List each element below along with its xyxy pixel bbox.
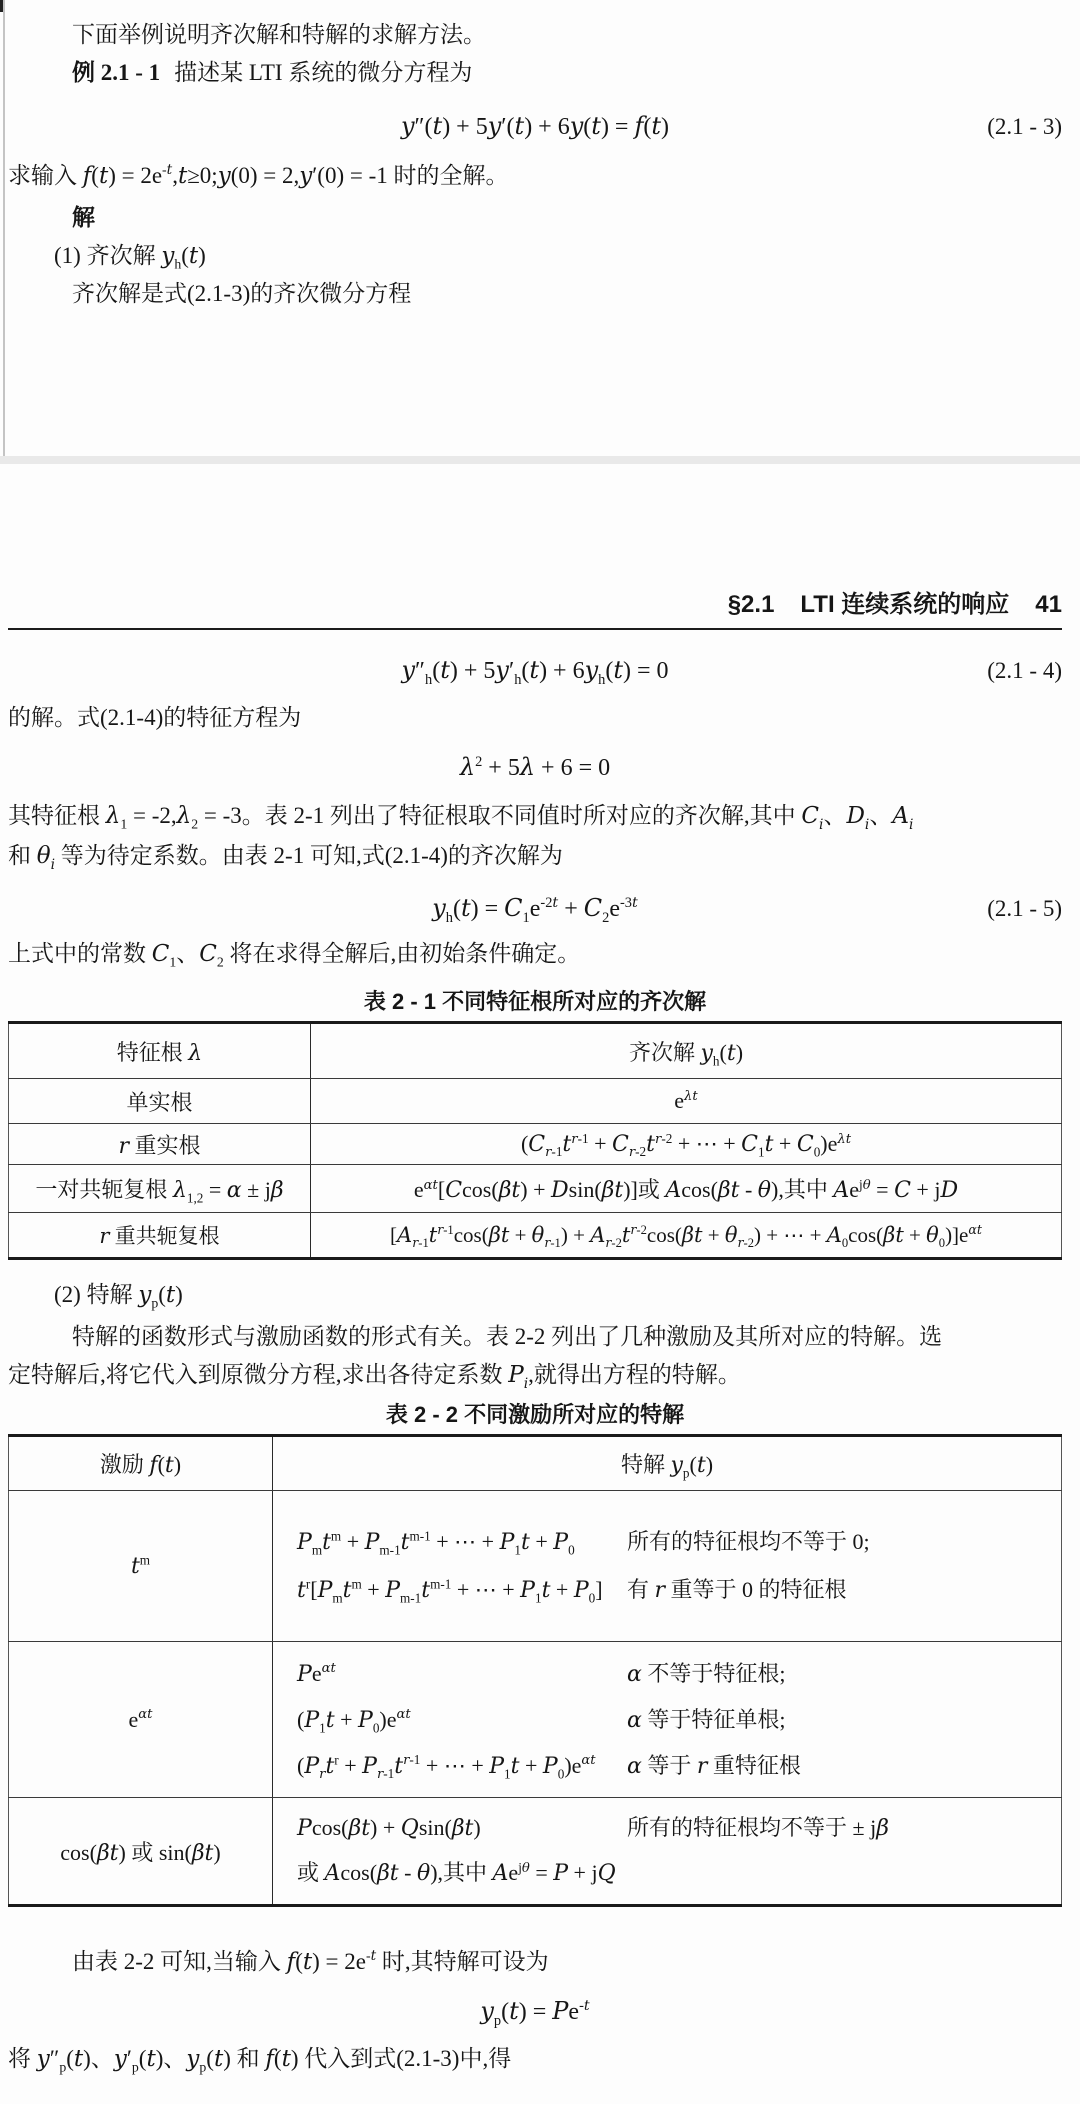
cell-solution: $e^{\alpha t}[Ccos(\beta t) + Dsin(\beta t)]$或 Acos(βt - θ),其中 $Ae^{j\theta} = C$ + jD xyxy=(311,1165,1062,1213)
page-41-section xyxy=(0,590,1080,2078)
cell-solution: ($C_{r-1}t^{r-1} + C_{r-2}t^{r-2}$ + ⋯ + $C_1t + C_0)e^{\lambda t}$ xyxy=(311,1124,1062,1165)
paragraph: 的解。式(2.1-4)的特征方程为 xyxy=(8,705,302,730)
example-label: 例 2.1 - 1 xyxy=(72,60,161,85)
equation-2-1-3: y″(t) + 5y′(t) + 6y(t) = f(t) xyxy=(400,112,670,140)
header-section-title: LTI 连续系统的响应 xyxy=(800,591,1010,618)
cell-particular xyxy=(273,1642,1062,1798)
equation-2-1-5: $y_h(t) = C_1e^{-2t} + C_2e^{-3t}$ xyxy=(432,894,638,926)
column-header-root: 特征根 λ xyxy=(9,1023,311,1079)
table-row xyxy=(9,1165,1062,1213)
equation-number: (2.1 - 5) xyxy=(987,896,1062,921)
table-2-2-caption: 表 2 - 2 不同激励所对应的特解 xyxy=(385,1402,685,1427)
cell-stimulus: cos(βt) 或 sin(βt) xyxy=(9,1798,273,1906)
equation-number: (2.1 - 3) xyxy=(987,114,1062,139)
cell-stimulus: $e^{\alpha t}$ xyxy=(9,1642,273,1798)
solve-label: 解 xyxy=(72,205,95,230)
table-row xyxy=(9,1642,1062,1798)
condition-note: 所有的特征根均不等于 ± jβ xyxy=(627,1815,889,1841)
paragraph: 其特征根 $\lambda_1 = -2,\lambda_2 = -3$。表 2-1 列出了特征根取不同值时所对应的齐次解,其中 $C_i$、$D_i$、$A_i$ xyxy=(8,803,914,833)
cell-root: r 重共轭复根 xyxy=(9,1213,311,1259)
condition-note: 所有的特征根均不等于 0; xyxy=(627,1529,870,1554)
equation-row xyxy=(8,753,1062,782)
formula-line xyxy=(297,1518,1053,1566)
paragraph: 和 $\theta_i$ 等为待定系数。由表 2-1 可知,式(2.1-4)的齐次解为 xyxy=(8,843,563,873)
cell-stimulus: $t^m$ xyxy=(9,1491,273,1642)
cell-particular xyxy=(273,1798,1062,1906)
table-row xyxy=(9,1079,1062,1124)
paragraph-condition: 求输入 $f(t) = 2e^{-t},t\ge 0;y(0) = 2,y'(0) = -1$ 时的全解。 xyxy=(8,162,509,189)
formula-line xyxy=(297,1697,1053,1743)
equation-2-1-4: $y''_h(t) + 5y'_h(t) + 6y_h(t) = 0$ xyxy=(401,656,669,688)
column-header-stimulus: 激励 f(t) xyxy=(9,1436,273,1491)
equation-row xyxy=(8,894,1062,926)
formula-line xyxy=(297,1851,1053,1896)
formula-line xyxy=(297,1566,1053,1614)
step1-note: 齐次解是式(2.1-3)的齐次微分方程 xyxy=(72,281,412,306)
paragraph: 将 $y''_p(t)$、$y'_p(t)$、$y_p(t)$ 和 f(t) 代入到式(2.1-3)中,得 xyxy=(8,2046,512,2075)
page-gap-band xyxy=(0,456,1080,464)
table-row xyxy=(9,1213,1062,1259)
paragraph-intro: 下面举例说明齐次解和特解的求解方法。 xyxy=(72,22,486,47)
table-header-row xyxy=(9,1436,1062,1491)
table-row xyxy=(9,1798,1062,1906)
step2-heading: (2) 特解 $y_p(t)$ xyxy=(54,1282,183,1311)
cell-root: 单实根 xyxy=(9,1079,311,1124)
condition-note: α 等于特征单根; xyxy=(627,1706,786,1733)
example-heading xyxy=(8,54,1062,92)
formula: $Pe^{\alpha t}$ xyxy=(297,1660,336,1687)
table-row xyxy=(9,1491,1062,1642)
equation-number: (2.1 - 4) xyxy=(987,658,1062,683)
characteristic-equation: $\lambda^2 + 5\lambda + 6 = 0$ xyxy=(459,753,611,781)
formula: $t^r[P_mt^m + P_{m-1}t^{m-1}$ + ⋯ + $P_1t + P_0$] xyxy=(297,1576,603,1606)
header-section-number: §2.1 xyxy=(727,591,775,618)
example-text: 描述某 LTI 系统的微分方程为 xyxy=(174,60,473,85)
paragraph: 上式中的常数 $C_1$、$C_2$ 将在求得全解后,由初始条件确定。 xyxy=(8,941,581,970)
column-header-particular: 特解 $y_p(t)$ xyxy=(273,1436,1062,1491)
table-header-row xyxy=(9,1023,1062,1079)
running-header xyxy=(8,590,1062,620)
formula: $P_mt^m + P_{m-1}t^{m-1}$ + ⋯ + $P_1t + P_0$ xyxy=(297,1528,575,1558)
cell-particular xyxy=(273,1491,1062,1642)
paragraph: 由表 2-2 可知,当输入 $f(t) = 2e^{-t}$ 时,其特解可设为 xyxy=(72,1948,549,1975)
table-2-1-caption: 表 2 - 1 不同特征根所对应的齐次解 xyxy=(363,989,707,1014)
paragraph: 特解的函数形式与激励函数的形式有关。表 2-2 列出了几种激励及其所对应的特解。选 xyxy=(72,1324,943,1349)
equation-row xyxy=(8,656,1062,688)
condition-note: α 等于 r 重特征根 xyxy=(627,1752,801,1779)
formula-line xyxy=(297,1743,1053,1789)
table-2-1 xyxy=(8,1021,1062,1260)
cell-root: r 重实根 xyxy=(9,1124,311,1165)
formula: Pcos(βt) + Qsin(βt) xyxy=(297,1815,481,1841)
cell-solution: $e^{\lambda t}$ xyxy=(311,1079,1062,1124)
condition-note: 有 r 重等于 0 的特征根 xyxy=(627,1577,847,1603)
page-number: 41 xyxy=(1035,591,1062,618)
scan-edge-line xyxy=(3,0,5,456)
formula: 或 Acos(βt - θ),其中 $Ae^{j\theta} = P$ + jQ xyxy=(297,1859,616,1886)
table-row xyxy=(9,1124,1062,1165)
cell-solution: [$A_{r-1}t^{r-1}\cos(\beta t + \theta_{r-1}) + A_{r-2}t^{r-2}\cos(\beta t + \theta_{r-2})$ + ⋯ + $A_0\cos(\beta t + \theta_0)]e^{\alpha t}$ xyxy=(390,1221,982,1250)
particular-solution-equation: $y_p(t) = Pe^{-t}$ xyxy=(480,1997,590,2029)
paragraph: 定特解后,将它代入到原微分方程,求出各待定系数 $P_i$,就得出方程的特解。 xyxy=(8,1362,741,1392)
equation-row xyxy=(8,112,1062,141)
cell-root: 一对共轭复根 $\lambda_{1,2} = \alpha \pm j\beta$ xyxy=(9,1165,311,1213)
scan-artifact xyxy=(0,0,3,12)
page-top-section xyxy=(0,0,1080,456)
formula: $(P_1t + P_0)e^{\alpha t}$ xyxy=(297,1706,411,1735)
equation-row xyxy=(8,1997,1062,2029)
condition-note: α 不等于特征根; xyxy=(627,1660,786,1687)
formula-line xyxy=(297,1651,1053,1697)
formula: ($P_rt^r + P_{r-1}t^{r-1}$ + ⋯ + $P_1t + P_0)e^{\alpha t}$ xyxy=(297,1752,596,1782)
column-header-solution: 齐次解 $y_h(t)$ xyxy=(311,1023,1062,1079)
step1-heading: (1) 齐次解 $y_h(t)$ xyxy=(54,243,206,272)
table-2-2 xyxy=(8,1434,1062,1907)
header-rule xyxy=(8,628,1062,630)
formula-line xyxy=(297,1806,1053,1851)
